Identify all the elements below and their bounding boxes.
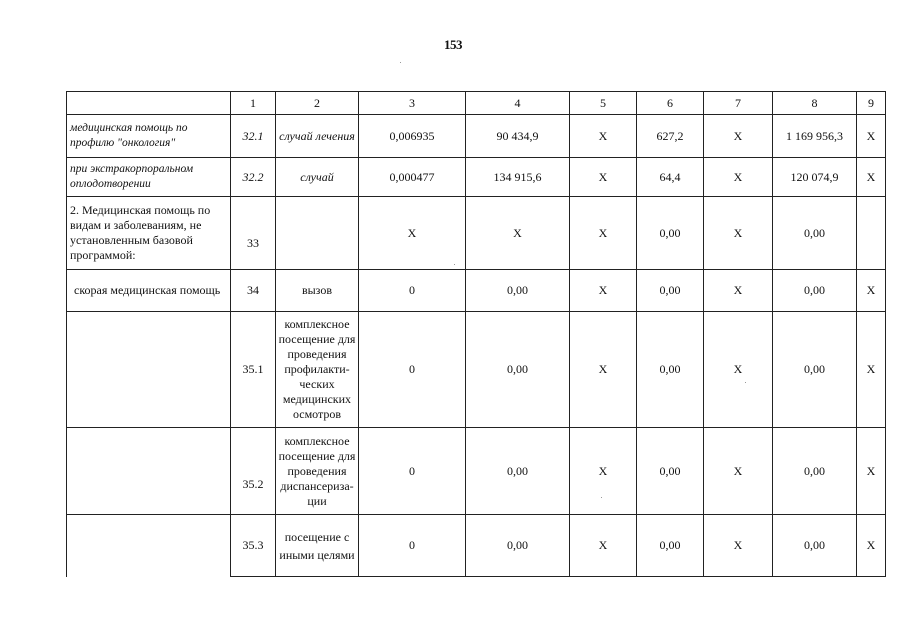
cell-col-9 [857,197,886,270]
row-name [67,515,231,577]
cell-col-9: X [857,158,886,197]
cell-col-5: X [570,312,637,428]
row-unit: комплексное посещение для проведения профилакти-ческих медицинских осмотров [276,312,359,428]
cell-col-5: X [570,158,637,197]
cell-col-9: X [857,428,886,515]
cell-col-3: 0,006935 [359,115,466,158]
scan-speck [745,382,746,383]
cell-col-4: 90 434,9 [466,115,570,158]
header-cell: 3 [359,92,466,115]
row-code: 35.1 [231,312,276,428]
header-cell: 7 [704,92,773,115]
table-row [67,115,886,158]
scan-speck [601,497,602,498]
cell-col-5: X [570,270,637,312]
cell-col-8: 1 169 956,3 [773,115,857,158]
row-name: скорая медицинская помощь [67,270,231,312]
cell-col-7: X [704,270,773,312]
table-row [67,428,886,515]
cell-col-7: X [704,515,773,577]
page-number: 153 [444,37,462,52]
cell-col-5: X [570,428,637,515]
cell-col-6: 0,00 [637,515,704,577]
cell-col-6: 627,2 [637,115,704,158]
cell-col-3: 0 [359,515,466,577]
header-cell: 9 [857,92,886,115]
row-unit: посещение с иными целями [276,515,359,577]
cell-col-5: X [570,515,637,577]
row-name [67,312,231,428]
header-cell: 1 [231,92,276,115]
header-cell: 6 [637,92,704,115]
cell-col-8: 0,00 [773,428,857,515]
cell-col-4: 0,00 [466,515,570,577]
cell-col-8: 0,00 [773,312,857,428]
cell-col-5: X [570,115,637,158]
header-cell: 5 [570,92,637,115]
row-unit: случай лечения [276,115,359,158]
header-cell [67,92,231,115]
cell-col-9: X [857,115,886,158]
header-row [67,92,886,115]
data-table [66,91,886,577]
cell-col-6: 0,00 [637,270,704,312]
row-unit: комплексное посещение для проведения диспансериза-ции [276,428,359,515]
cell-col-4: 0,00 [466,428,570,515]
row-name: 2. Медицинская помощь по видам и заболеваниям, не установленным базовой программой: [67,197,231,270]
cell-col-4: 0,00 [466,312,570,428]
cell-col-8: 0,00 [773,197,857,270]
cell-col-6: 0,00 [637,428,704,515]
table-row [67,158,886,197]
row-name [67,428,231,515]
table-row [67,197,886,270]
cell-col-8: 0,00 [773,270,857,312]
header-cell: 2 [276,92,359,115]
cell-col-4: 134 915,6 [466,158,570,197]
scan-speck [400,62,401,63]
cell-col-3: 0 [359,270,466,312]
cell-col-5: X [570,197,637,270]
cell-col-3: 0,000477 [359,158,466,197]
cell-col-6: 0,00 [637,197,704,270]
cell-col-7: X [704,428,773,515]
cell-col-9: X [857,312,886,428]
row-code: 35.3 [231,515,276,577]
cell-col-4: X [466,197,570,270]
row-unit: случай [276,158,359,197]
row-code: 32.2 [231,158,276,197]
cell-col-7: X [704,115,773,158]
cell-col-8: 120 074,9 [773,158,857,197]
row-code: 34 [231,270,276,312]
cell-col-3: 0 [359,312,466,428]
cell-col-3: 0 [359,428,466,515]
header-cell: 4 [466,92,570,115]
cell-col-9: X [857,515,886,577]
scan-speck [454,264,455,265]
row-name: медицинская помощь по профилю "онкология" [67,115,231,158]
row-code: 33 [231,197,276,270]
table-row [67,312,886,428]
table-row [67,270,886,312]
cell-col-7: X [704,158,773,197]
cell-col-6: 0,00 [637,312,704,428]
row-code: 32.1 [231,115,276,158]
cell-col-4: 0,00 [466,270,570,312]
cell-col-7: X [704,312,773,428]
row-name: при экстракорпоральном оплодотворении [67,158,231,197]
row-unit [276,197,359,270]
header-cell: 8 [773,92,857,115]
cell-col-8: 0,00 [773,515,857,577]
cell-col-7: X [704,197,773,270]
row-unit: вызов [276,270,359,312]
cell-col-6: 64,4 [637,158,704,197]
table-row [67,515,886,577]
row-code: 35.2 [231,428,276,515]
cell-col-3: X [359,197,466,270]
cell-col-9: X [857,270,886,312]
